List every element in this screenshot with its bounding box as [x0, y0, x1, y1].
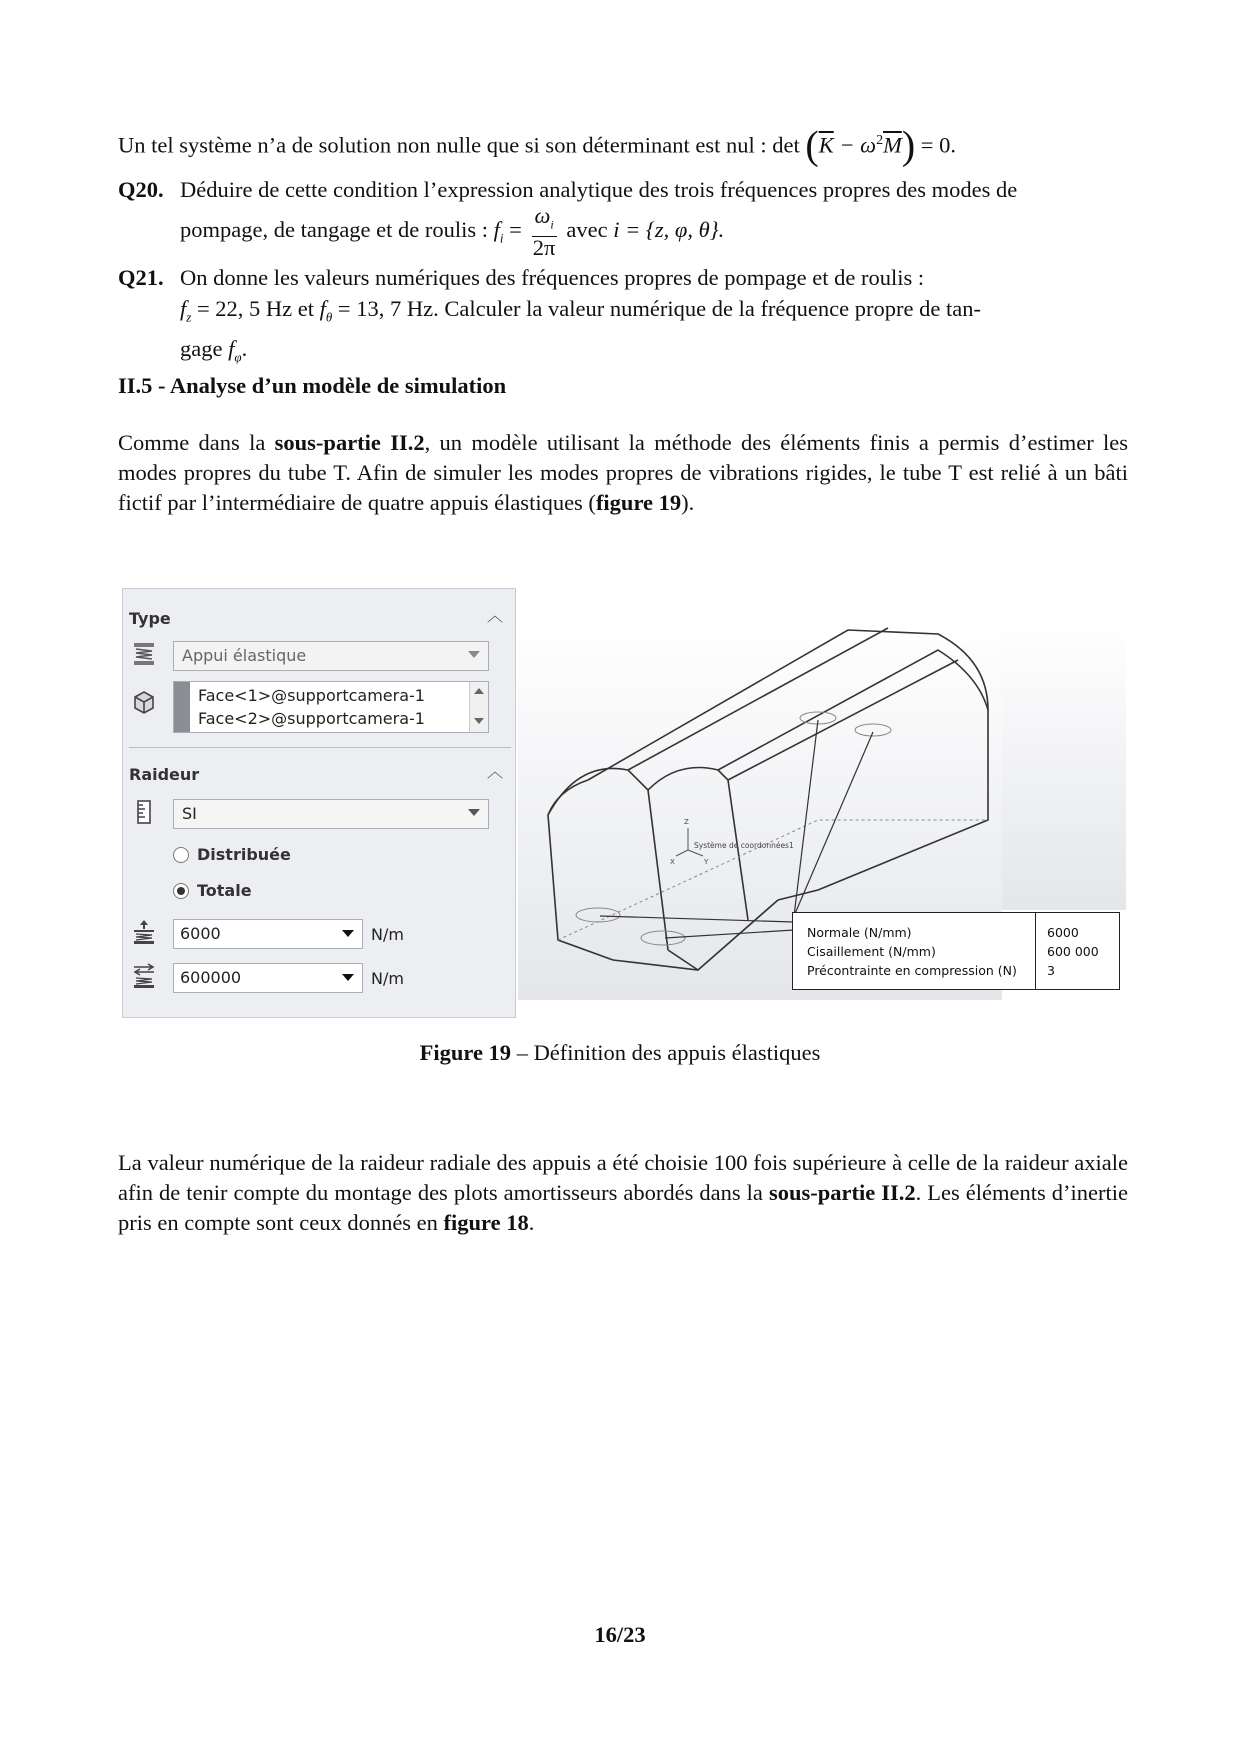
frac-den: 2π [532, 234, 556, 260]
selected-faces-list[interactable] [173, 681, 489, 733]
face-item-1[interactable]: Face<1>@supportcamera-1 [198, 686, 425, 705]
question-21 [118, 262, 1128, 372]
collapse-type-icon[interactable]: ︿ [486, 606, 503, 625]
equals: = [503, 216, 522, 242]
face-selection-icon [131, 689, 157, 715]
q21-line3-text: gage [180, 335, 229, 361]
units-select[interactable] [173, 799, 489, 829]
f-phi-sub: φ [234, 349, 242, 364]
coordinate-system-label: Système de coordonnées1 [694, 841, 794, 850]
para1-ref-figure: figure 19 [595, 490, 682, 515]
square-exp: 2 [876, 133, 884, 148]
f-theta-sub: θ [325, 309, 333, 325]
page-number: 16/23 [594, 1622, 646, 1647]
legend-preload-label: Précontrainte en compression (N) [807, 963, 1017, 978]
q21-end: . [241, 335, 248, 361]
f-z: f [180, 296, 187, 321]
intro-line [118, 122, 1128, 168]
f-theta: f [319, 296, 326, 321]
q20-line1: Déduire de cette condition l’expression analytique des trois fréquences propres des modes de [180, 177, 1018, 202]
figure-caption [0, 1040, 1240, 1066]
q20-line2 [180, 205, 1128, 259]
question-20 [118, 174, 1128, 259]
shear-stiffness-input[interactable] [173, 963, 363, 993]
elastic-support-icon [131, 641, 157, 667]
para2-c: . Les éléments d’inertie pris en compte sont ceux donnés en [118, 1180, 1128, 1235]
legend-preload-value: 3 [1047, 963, 1055, 978]
legend-normal-value: 6000 [1047, 925, 1079, 940]
q21-body [180, 262, 1128, 372]
q20-avec: avec [566, 216, 608, 242]
index-set: = {z, φ, θ}. [619, 216, 725, 242]
figure-label: Figure 19 [419, 1040, 512, 1065]
axis-y-label: Y [704, 858, 709, 866]
figure-caption-text: Définition des appuis élastiques [533, 1040, 821, 1065]
radio-distributed-label: Distribuée [197, 845, 291, 864]
i-var: i [613, 216, 620, 242]
scroll-up-icon[interactable] [474, 688, 484, 694]
axis-x-label: X [670, 858, 675, 866]
para2-a: La valeur numérique de la raideur radiale des appuis a été choisie 100 fois supérieure à celle de la raideur axiale afin de tenir compte du montage des plots amortisseurs abordés dans la [118, 1150, 1128, 1205]
selection-color-bar [174, 682, 190, 732]
q21-line2 [180, 293, 1128, 333]
matrix-k: $\overline{K}$ [818, 132, 834, 158]
f-z-value: = 22, 5 Hz et [191, 296, 320, 321]
matrix-m: $\overline{M}$ [883, 132, 902, 158]
para1-a: Comme dans la [118, 430, 275, 455]
figure-sep: – [511, 1040, 534, 1065]
model-background-right [1002, 620, 1126, 910]
radio-distributed[interactable] [173, 847, 189, 863]
intro-text: Un tel système n’a de solution non nulle que si son déterminant est nul : det [118, 132, 800, 158]
para1-ref-subpart: sous-partie II.2 [274, 430, 425, 455]
type-select[interactable] [173, 641, 489, 671]
f-i-sub: i [499, 230, 504, 246]
para1-e: ). [681, 490, 695, 515]
normal-stiffness-icon [131, 919, 157, 945]
q20-body [180, 174, 1128, 259]
f-z-sub: z [186, 309, 192, 325]
frac-num-sub: i [550, 217, 554, 232]
normal-stiffness-input[interactable] [173, 919, 363, 949]
legend-normal-label: Normale (N/mm) [807, 925, 912, 940]
type-select-value: Appui élastique [182, 646, 307, 665]
f-phi: f [228, 335, 235, 361]
para2-e: . [528, 1210, 535, 1235]
stiffness-section-label: Raideur [129, 765, 200, 784]
q20-line2a: pompage, de tangage et de roulis : [180, 216, 489, 242]
paragraph-2 [118, 1148, 1128, 1238]
scroll-down-icon[interactable] [474, 718, 484, 724]
q21-label: Q21. [118, 265, 164, 290]
omega-fraction [532, 205, 557, 259]
left-paren: ( [805, 122, 819, 168]
para2-ref-subpart: sous-partie II.2 [768, 1180, 916, 1205]
axis-z-label: Z [684, 818, 689, 826]
normal-stiffness-value: 6000 [180, 924, 221, 943]
collapse-stiffness-icon[interactable]: ︿ [486, 762, 503, 781]
section-heading: II.5 - Analyse d’un modèle de simulation [118, 373, 507, 398]
face-item-2[interactable]: Face<2>@supportcamera-1 [198, 709, 425, 728]
type-section-label: Type [129, 609, 171, 628]
omega-term: − ω [833, 132, 877, 158]
chevron-down-icon [468, 809, 480, 816]
intro-end: = 0. [920, 132, 956, 158]
para1-c: , un modèle utilisant la méthode des éléments finis a permis d’estimer les modes propres du tube T. Afin de simuler les modes propres de vibrations rigides, le tube T est relié à un bâti fictif par l’intermédiaire de quatre appuis élastiques ( [118, 430, 1129, 515]
q21-line3 [180, 333, 1128, 373]
f-theta-value: = 13, 7 Hz. Calculer la valeur numérique de la fréquence propre de tan- [332, 296, 981, 321]
section-divider [129, 747, 511, 748]
q20-label: Q20. [118, 177, 164, 202]
para2-ref-figure: figure 18 [443, 1210, 529, 1235]
units-select-value: SI [182, 804, 197, 823]
chevron-down-icon [468, 651, 480, 658]
stiffness-legend-table [792, 912, 1120, 990]
legend-shear-label: Cisaillement (N/mm) [807, 944, 936, 959]
legend-divider [1035, 913, 1036, 989]
shear-stiffness-value: 600000 [180, 968, 242, 987]
elastic-support-panel [122, 588, 516, 1018]
ruler-icon [131, 799, 157, 825]
list-scrollbar[interactable] [469, 682, 488, 732]
shear-stiffness-icon [131, 963, 157, 989]
f-i: f [493, 216, 500, 242]
normal-stiffness-unit: N/m [371, 925, 404, 944]
frac-num: ω [534, 203, 551, 228]
chevron-down-icon[interactable] [342, 930, 354, 937]
radio-total-label: Totale [197, 881, 252, 900]
radio-total[interactable] [173, 883, 189, 899]
right-paren: ) [901, 122, 916, 168]
chevron-down-icon[interactable] [342, 974, 354, 981]
q21-line1: On donne les valeurs numériques des fréquences propres de pompage et de roulis : [180, 265, 925, 290]
legend-shear-value: 600 000 [1047, 944, 1099, 959]
paragraph-1 [118, 428, 1128, 518]
shear-stiffness-unit: N/m [371, 969, 404, 988]
